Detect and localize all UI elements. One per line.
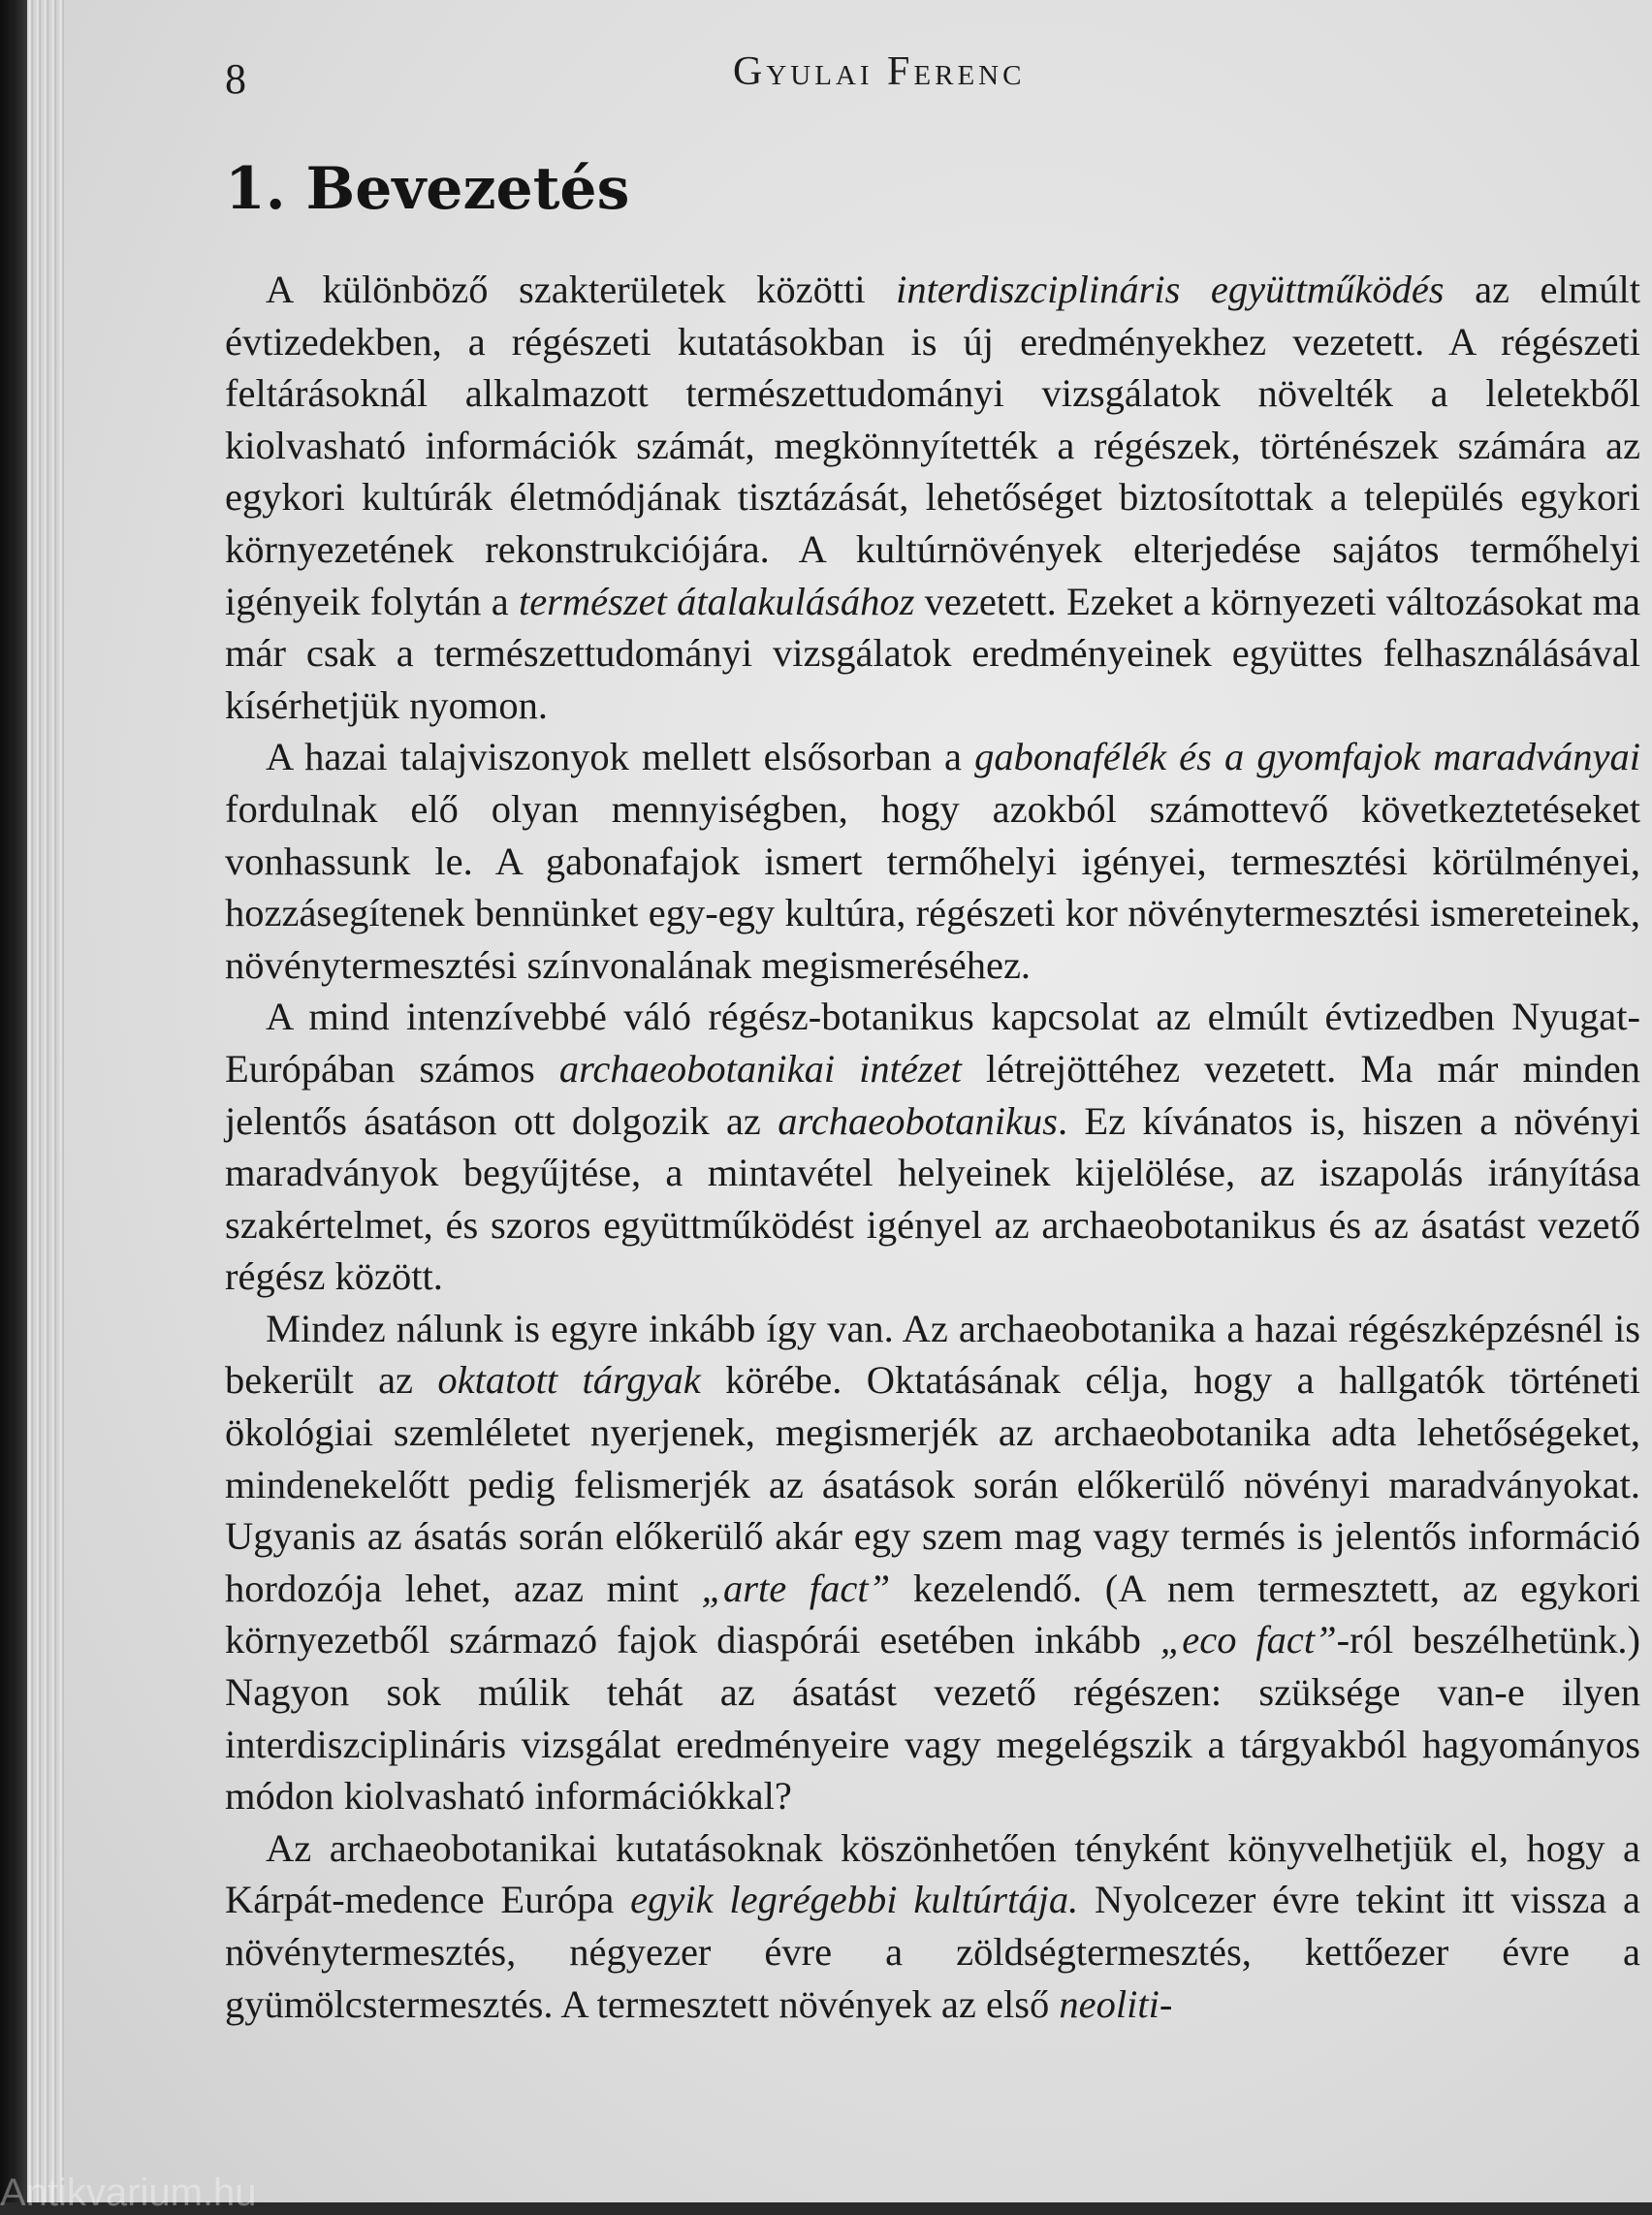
running-head-author: Gyulai Ferenc <box>733 49 1026 94</box>
paragraph <box>225 264 1640 731</box>
book-page <box>64 0 1652 2202</box>
watermark: Antikvarium.hu <box>0 2171 257 2214</box>
italic-phrase: egyik legrégebbi kultúrtája. <box>630 1878 1079 1922</box>
body-text <box>225 264 1640 2030</box>
paragraph <box>225 1303 1640 1822</box>
text-run: . Ez kívánatos is, hiszen a növényi maradványok begyűjtése, a mintavétel helyeinek kijelölése, az iszapolás irányítása szakértelmet, és szoros együttműködést igényel az archaeobotanikus és az ásatást vezető régész között. <box>225 1098 1640 1299</box>
text-run: A mind intenzívebbé váló régész-botanikus kapcsolat az elmúlt évtizedben Nyugat-Európában számos <box>225 995 1640 1091</box>
text-run: vezetett. Ezeket a környezeti változásokat ma már csak a természettudományi vizsgálatok eredményeinek együttes felhasználásával kísérhetjük nyomon. <box>225 579 1640 727</box>
paragraph <box>225 1822 1640 2030</box>
italic-phrase: „eco fact” <box>1160 1618 1337 1662</box>
text-run: kezelendő. (A nem termesztett, az egykori környezetből származó fajok diaspórái esetében inkább <box>225 1566 1640 1662</box>
book-spine-shadow <box>0 0 27 2202</box>
italic-phrase: archaeobotanikai intézet <box>558 1046 962 1091</box>
italic-phrase: gabonafélék és a gyomfajok maradványai <box>974 735 1640 779</box>
italic-phrase: természet átalakulásához <box>518 579 915 623</box>
page-edges <box>27 0 64 2202</box>
text-run: létrejöttéhez vezetett. Ma már minden jelentős ásatáson ott dolgozik az <box>225 1046 1641 1143</box>
chapter-title: 1. Bevezetés <box>225 155 630 223</box>
text-run: Mindez nálunk is egyre inkább így van. Az archaeobotanika a hazai régészképzésnél is bekerült az <box>225 1306 1640 1403</box>
italic-phrase: interdiszciplináris együttműködés <box>896 268 1445 311</box>
italic-phrase: archaeobotanikus <box>778 1098 1058 1143</box>
text-run: Nyolcezer évre tekint itt vissza a növénytermesztés, négyezer évre a zöldségtermesztés, kettőezer évre a gyümölcstermesztés. A termesztett növények az első <box>225 1878 1640 2026</box>
italic-phrase: oktatott tárgyak <box>437 1358 701 1403</box>
text-run: Az archaeobotanikai kutatásoknak köszönhetően tényként könyvelhetjük el, hogy a Kárpát-medence Európa <box>225 1825 1640 1922</box>
text-run: A hazai talajviszonyok mellett elsősorban a <box>266 735 975 779</box>
italic-phrase: „arte fact” <box>701 1566 891 1610</box>
text-run: -ról beszélhetünk.) Nagyon sok múlik tehát az ásatást vezető régészen: szüksége van-e ilyen interdiszciplináris vizsgálat eredményeire vagy megelégszik a tárgyakból hagyományos módon kiolvasható információkkal? <box>225 1618 1640 1819</box>
text-run: körébe. Oktatásának célja, hogy a hallgatók történeti ökológiai szemléletet nyerjenek, megismerjék az archaeobotanika adta lehetőségeket, mindenekelőtt pedig felismerjék az ásatások során előkerülő növényi maradványokat. Ugyanis az ásatás során előkerülő akár egy szem mag vagy termés is jelentős információ hordozója lehet, azaz mint <box>225 1358 1640 1610</box>
text-run: fordulnak elő olyan mennyiségben, hogy azokból számottevő következtetéseket vonhassunk le. A gabonafajok ismert termőhelyi igényei, termesztési körülményei, hozzásegítenek bennünket egy-egy kultúra, régészeti kor növénytermesztési ismereteinek, növénytermesztési színvonalának megismeréséhez. <box>225 786 1640 987</box>
italic-phrase: neoliti- <box>1059 1981 1173 2026</box>
text-run: A különböző szakterületek közötti <box>266 268 897 311</box>
page-header <box>64 37 1652 105</box>
paragraph <box>225 991 1640 1303</box>
paragraph <box>225 731 1640 991</box>
page-number: 8 <box>225 55 246 103</box>
text-run: az elmúlt évtizedekben, a régészeti kutatásokban is új eredményekhez vezetett. A régészeti feltárásoknál alkalmazott természettudományi vizsgálatok növelték a leletekből kiolvasható információk számát, megkönnyítették a régészek, történészek számára az egykori kultúrák életmódjának tisztázását, lehetőséget biztosítottak a település egykori környezetének rekonstrukciójára. A kultúrnövények elterjedése sajátos termőhelyi igényeik folytán a <box>225 268 1641 623</box>
